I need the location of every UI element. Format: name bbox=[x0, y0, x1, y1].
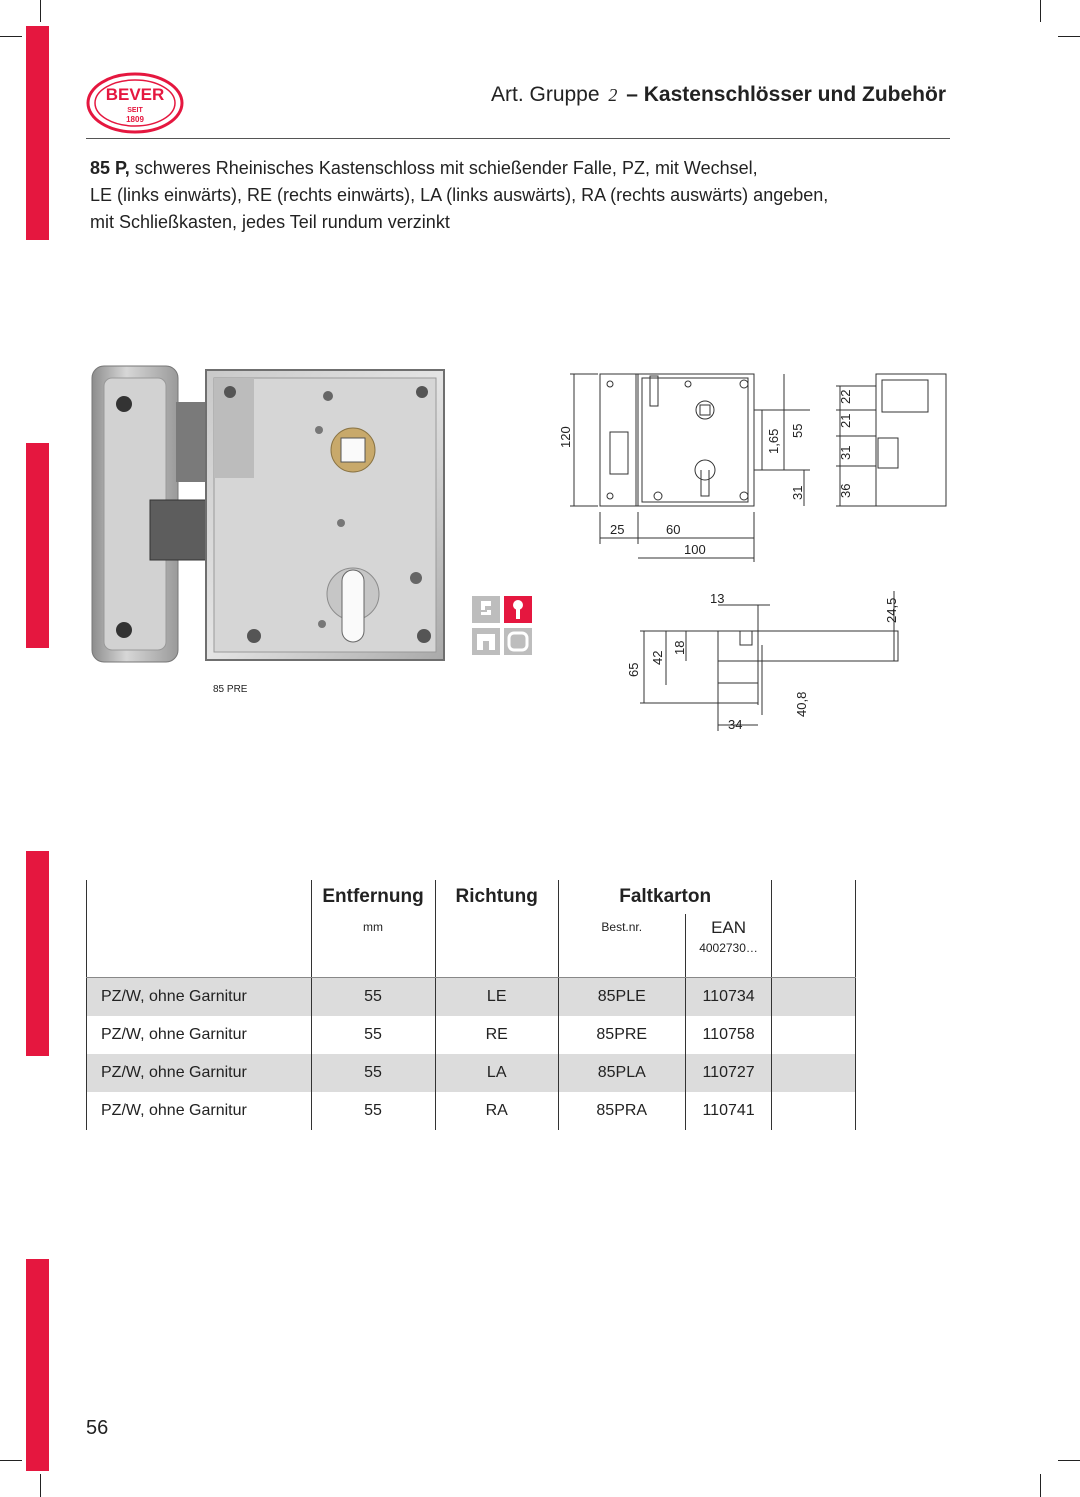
svg-text:42: 42 bbox=[650, 650, 665, 665]
product-code: 85 P, bbox=[90, 158, 130, 178]
row-distance: 55 bbox=[311, 1016, 435, 1054]
svg-text:1809: 1809 bbox=[126, 115, 144, 124]
row-direction: LA bbox=[435, 1054, 558, 1092]
svg-text:13: 13 bbox=[710, 591, 725, 606]
red-tab bbox=[26, 851, 49, 1056]
row-desc: PZ/W, ohne Garnitur bbox=[87, 1016, 312, 1054]
row-order-no: 85PRA bbox=[558, 1092, 685, 1130]
crop-mark bbox=[0, 36, 22, 37]
crop-mark bbox=[40, 1474, 41, 1497]
subheader-ean bbox=[685, 914, 772, 978]
crop-mark bbox=[40, 0, 41, 22]
row-direction: RA bbox=[435, 1092, 558, 1130]
subheader-unit: mm bbox=[311, 914, 435, 978]
subheader-cell-empty bbox=[87, 914, 312, 978]
svg-text:18: 18 bbox=[672, 640, 687, 655]
function-symbols bbox=[472, 596, 534, 656]
crop-mark bbox=[1058, 36, 1080, 37]
row-ean: 110734 bbox=[685, 978, 772, 1017]
crop-mark bbox=[1058, 1460, 1080, 1461]
bever-logo bbox=[86, 72, 184, 134]
header-cell-empty bbox=[87, 880, 312, 914]
svg-text:60: 60 bbox=[666, 522, 681, 537]
svg-text:36: 36 bbox=[838, 483, 853, 498]
svg-text:21: 21 bbox=[838, 413, 853, 428]
crop-mark bbox=[1040, 1474, 1041, 1497]
product-line-3: mit Schließkasten, jedes Teil rundum verzinkt bbox=[90, 212, 450, 232]
ean-prefix: 4002730… bbox=[699, 941, 758, 955]
header-direction: Richtung bbox=[435, 880, 558, 914]
svg-text:65: 65 bbox=[626, 662, 641, 677]
subheader-order-no: Best.nr. bbox=[558, 914, 685, 978]
svg-text:22: 22 bbox=[838, 389, 853, 404]
row-direction: RE bbox=[435, 1016, 558, 1054]
spec-table bbox=[86, 880, 856, 1130]
row-distance: 55 bbox=[311, 978, 435, 1017]
svg-text:25: 25 bbox=[610, 522, 625, 537]
row-desc: PZ/W, ohne Garnitur bbox=[87, 978, 312, 1017]
dimension-drawing-front bbox=[540, 362, 950, 572]
crop-mark bbox=[0, 1460, 22, 1461]
row-order-no: 85PRE bbox=[558, 1016, 685, 1054]
dimension-drawing-strike bbox=[610, 585, 910, 735]
page-header bbox=[491, 83, 946, 107]
lock-photo bbox=[90, 358, 456, 668]
svg-text:31: 31 bbox=[790, 485, 805, 500]
svg-text:55: 55 bbox=[790, 423, 805, 438]
svg-text:BEVER: BEVER bbox=[105, 85, 165, 104]
row-desc: PZ/W, ohne Garnitur bbox=[87, 1092, 312, 1130]
row-ean: 110758 bbox=[685, 1016, 772, 1054]
subheader-cell-empty bbox=[435, 914, 558, 978]
svg-text:40,8: 40,8 bbox=[794, 691, 809, 717]
table-row bbox=[87, 1054, 856, 1092]
subheader-cell-empty bbox=[772, 914, 856, 978]
table-header-row bbox=[87, 880, 856, 914]
table-row bbox=[87, 978, 856, 1017]
svg-text:31: 31 bbox=[838, 445, 853, 460]
crop-mark bbox=[1040, 0, 1041, 22]
svg-text:34: 34 bbox=[728, 717, 743, 732]
row-distance: 55 bbox=[311, 1054, 435, 1092]
row-ean: 110741 bbox=[685, 1092, 772, 1130]
red-tab bbox=[26, 443, 49, 648]
row-desc: PZ/W, ohne Garnitur bbox=[87, 1054, 312, 1092]
row-direction: LE bbox=[435, 978, 558, 1017]
row-cell-empty bbox=[772, 1016, 856, 1054]
row-cell-empty bbox=[772, 978, 856, 1017]
svg-text:1,65: 1,65 bbox=[766, 428, 781, 454]
header-carton: Faltkarton bbox=[558, 880, 772, 914]
header-prefix: Art. Gruppe bbox=[490, 83, 600, 106]
product-description bbox=[90, 155, 990, 236]
header-separator: – bbox=[626, 83, 638, 106]
svg-text:SEIT: SEIT bbox=[127, 107, 143, 114]
table-subheader-row bbox=[87, 914, 856, 978]
red-tab bbox=[26, 26, 49, 240]
svg-text:24,5: 24,5 bbox=[884, 597, 899, 623]
header-divider bbox=[86, 138, 950, 139]
svg-text:120: 120 bbox=[558, 426, 573, 448]
header-title: Kastenschlösser und Zubehör bbox=[643, 83, 946, 106]
header-distance: Entfernung bbox=[311, 880, 435, 914]
svg-text:100: 100 bbox=[684, 542, 706, 557]
table-row bbox=[87, 1016, 856, 1054]
row-order-no: 85PLE bbox=[558, 978, 685, 1017]
table-row bbox=[87, 1092, 856, 1130]
product-line-2: LE (links einwärts), RE (rechts einwärts), LA (links auswärts), RA (rechts auswärts) angeben, bbox=[90, 185, 829, 205]
red-tab bbox=[26, 1259, 49, 1471]
ean-label: EAN bbox=[711, 918, 747, 937]
header-group-number: 2 bbox=[608, 85, 618, 105]
product-line-1: schweres Rheinisches Kastenschloss mit schießender Falle, PZ, mit Wechsel, bbox=[134, 158, 758, 178]
row-cell-empty bbox=[772, 1092, 856, 1130]
row-cell-empty bbox=[772, 1054, 856, 1092]
photo-caption: 85 PRE bbox=[213, 684, 248, 695]
row-distance: 55 bbox=[311, 1092, 435, 1130]
page-number: 56 bbox=[86, 1417, 109, 1439]
row-order-no: 85PLA bbox=[558, 1054, 685, 1092]
row-ean: 110727 bbox=[685, 1054, 772, 1092]
header-cell-empty bbox=[772, 880, 856, 914]
